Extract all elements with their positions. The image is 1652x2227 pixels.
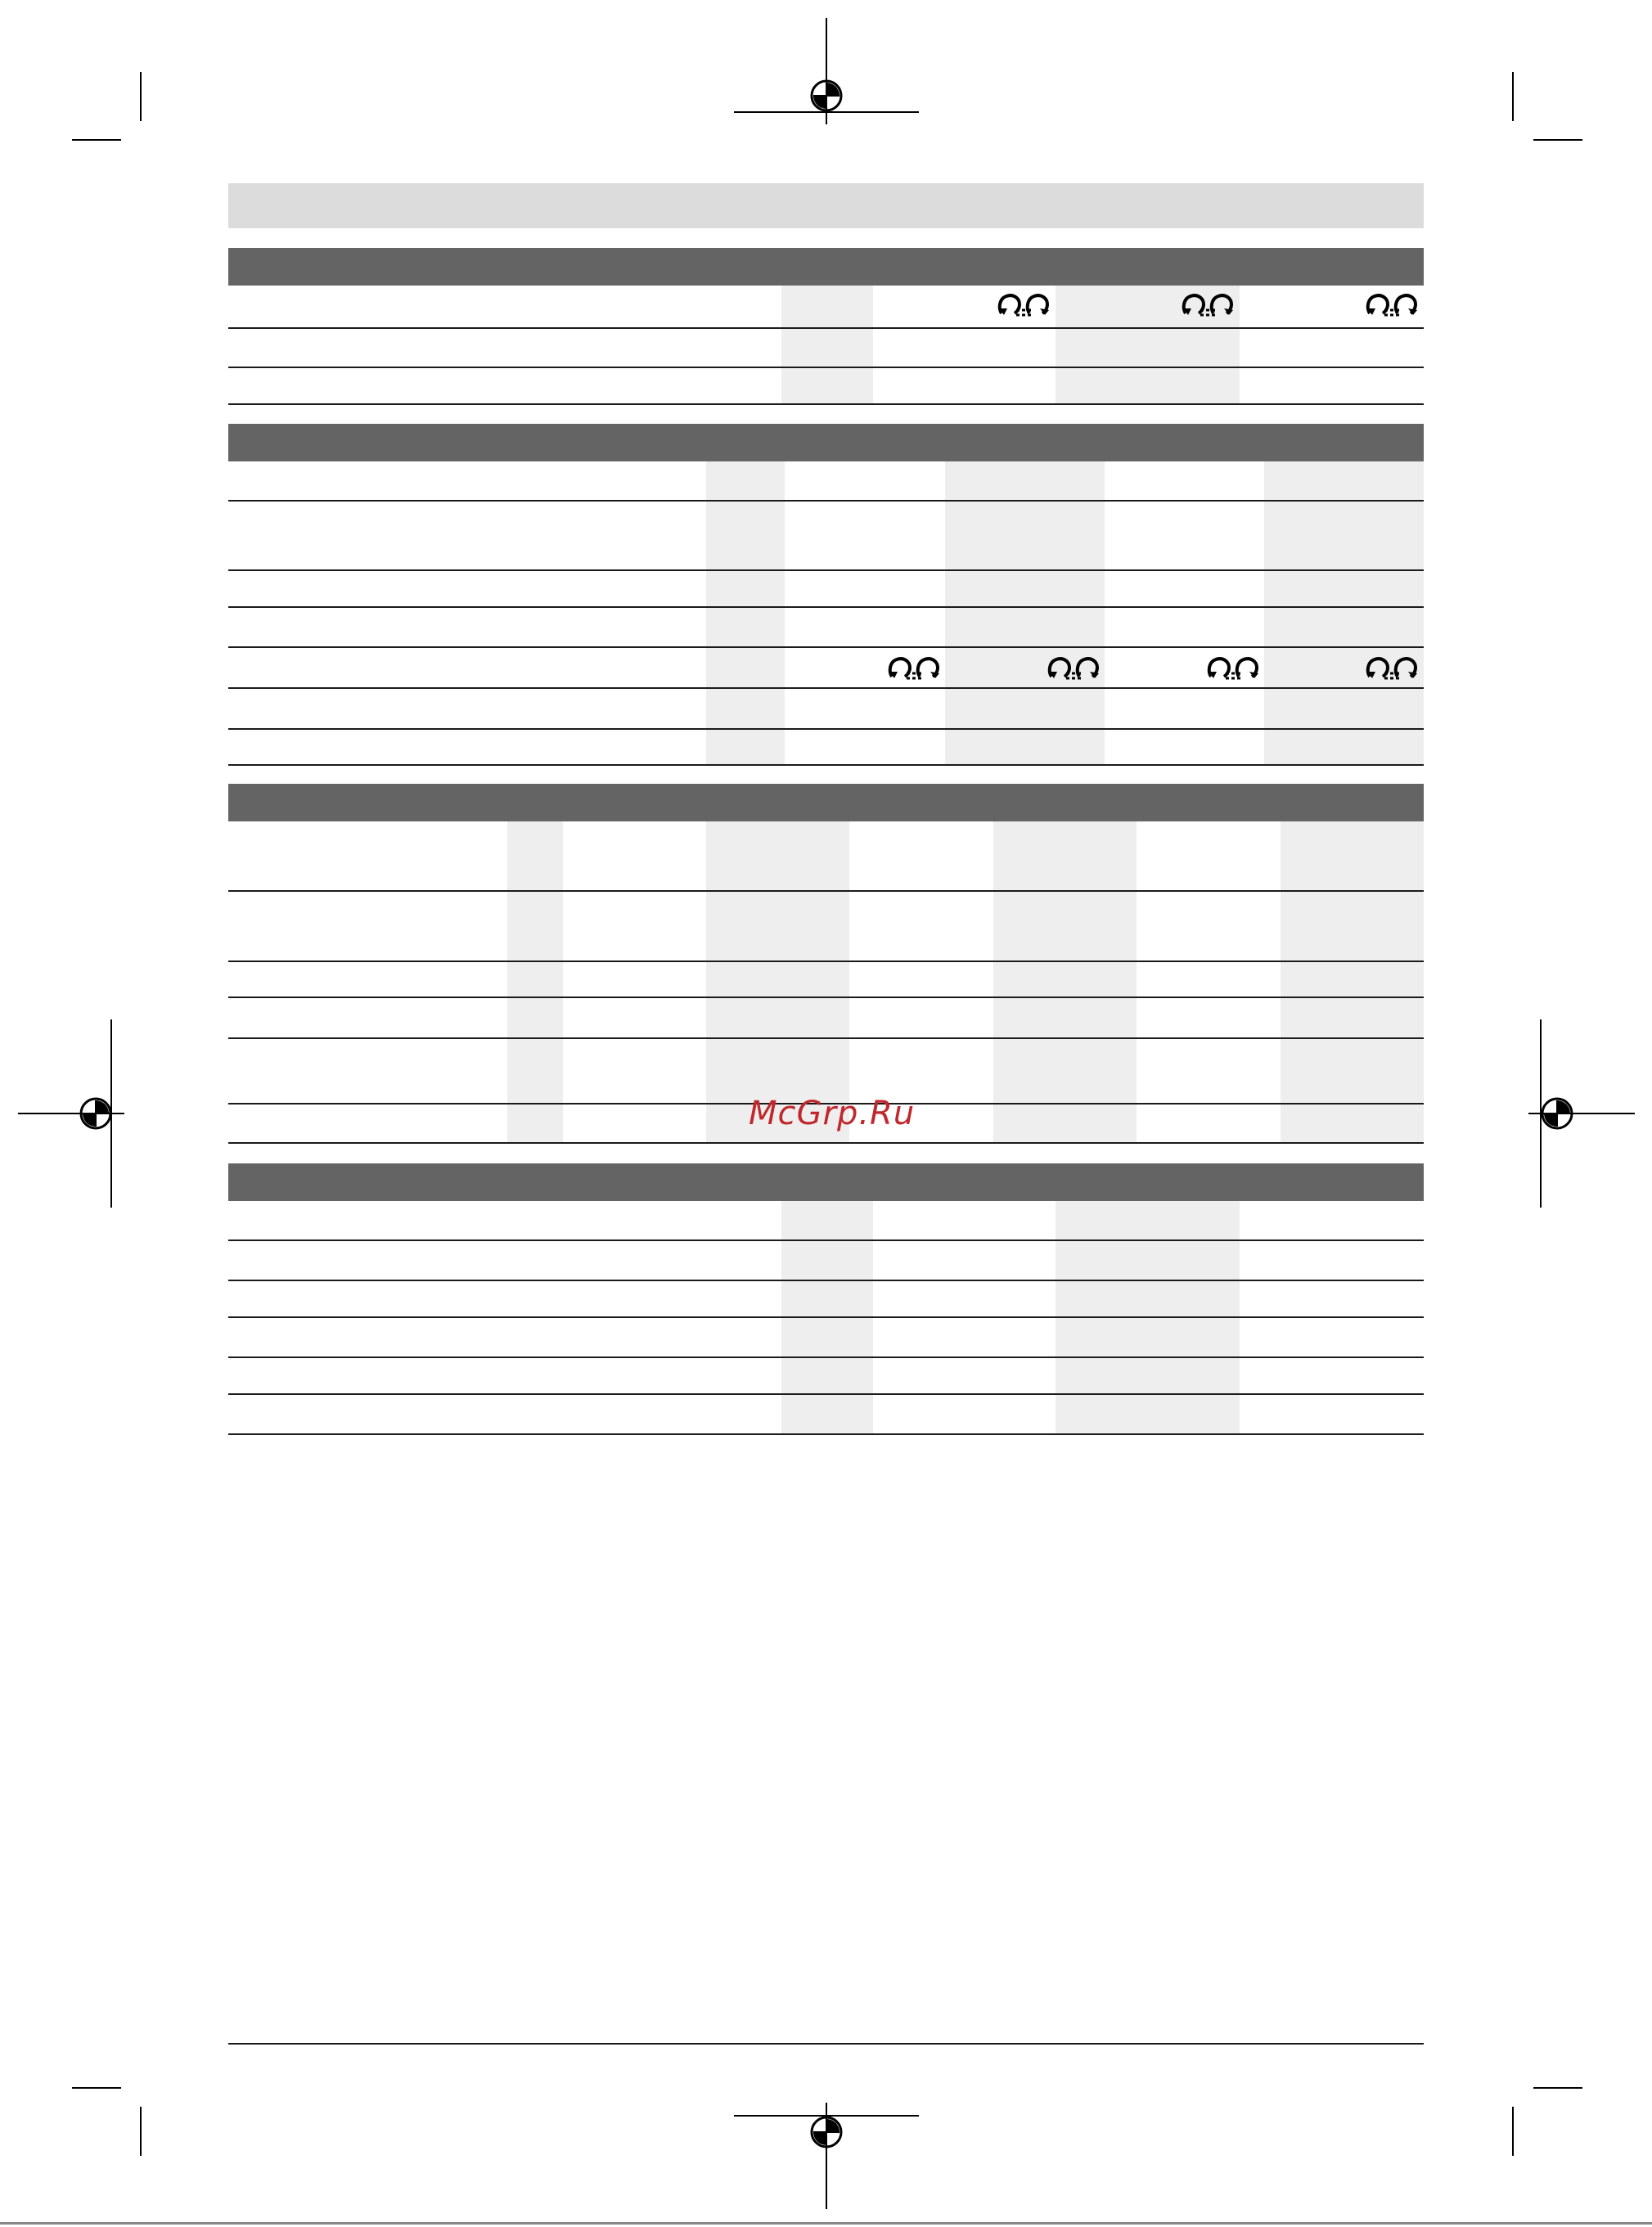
row-divider bbox=[228, 1356, 1424, 1358]
row-divider bbox=[228, 646, 1424, 648]
row-divider bbox=[228, 403, 1424, 405]
row-divider bbox=[228, 327, 1424, 329]
row-divider bbox=[228, 606, 1424, 608]
rotation-direction-icon bbox=[887, 654, 943, 682]
row-divider bbox=[228, 569, 1424, 571]
rotation-direction-icon bbox=[1047, 654, 1102, 682]
rotation-direction-icon bbox=[997, 290, 1052, 318]
column-shade bbox=[1056, 1201, 1240, 1435]
rotation-direction-icon bbox=[1365, 654, 1420, 682]
row-divider bbox=[228, 961, 1424, 962]
row-divider bbox=[228, 1037, 1424, 1039]
page-header-band bbox=[228, 183, 1424, 228]
section-header bbox=[228, 1163, 1424, 1201]
registration-target-icon bbox=[810, 2116, 843, 2148]
row-divider bbox=[228, 1316, 1424, 1318]
row-divider bbox=[228, 1393, 1424, 1395]
row-divider bbox=[228, 728, 1424, 730]
rotation-direction-icon bbox=[1206, 654, 1262, 682]
row-divider bbox=[228, 1280, 1424, 1281]
column-shade bbox=[781, 1201, 873, 1435]
row-divider bbox=[228, 687, 1424, 689]
footer-rule bbox=[228, 2043, 1424, 2045]
section-header bbox=[228, 424, 1424, 461]
watermark: McGrp.Ru bbox=[749, 1095, 916, 1132]
rotation-direction-icon bbox=[1181, 290, 1236, 318]
row-divider bbox=[228, 367, 1424, 368]
row-divider bbox=[228, 1142, 1424, 1144]
row-divider bbox=[228, 890, 1424, 892]
column-shade bbox=[945, 461, 1105, 766]
column-shade bbox=[507, 821, 563, 1144]
registration-target-icon bbox=[79, 1097, 112, 1130]
row-divider bbox=[228, 764, 1424, 766]
section-header bbox=[228, 784, 1424, 821]
row-divider bbox=[228, 500, 1424, 502]
column-shade bbox=[1264, 461, 1424, 766]
spec-section-1 bbox=[228, 248, 1424, 407]
spec-section-2 bbox=[228, 424, 1424, 767]
row-divider bbox=[228, 997, 1424, 998]
row-divider bbox=[228, 1433, 1424, 1435]
spec-section-4 bbox=[228, 1163, 1424, 1437]
registration-target-icon bbox=[810, 79, 843, 112]
row-divider bbox=[228, 1239, 1424, 1241]
section-header bbox=[228, 248, 1424, 286]
footer-strip bbox=[0, 2222, 1652, 2225]
column-shade bbox=[1281, 821, 1424, 1144]
column-shade bbox=[706, 461, 785, 766]
rotation-direction-icon bbox=[1365, 290, 1420, 318]
registration-target-icon bbox=[1541, 1097, 1573, 1130]
column-shade bbox=[993, 821, 1137, 1144]
column-shade bbox=[781, 286, 873, 405]
spec-section-3 bbox=[228, 784, 1424, 1145]
